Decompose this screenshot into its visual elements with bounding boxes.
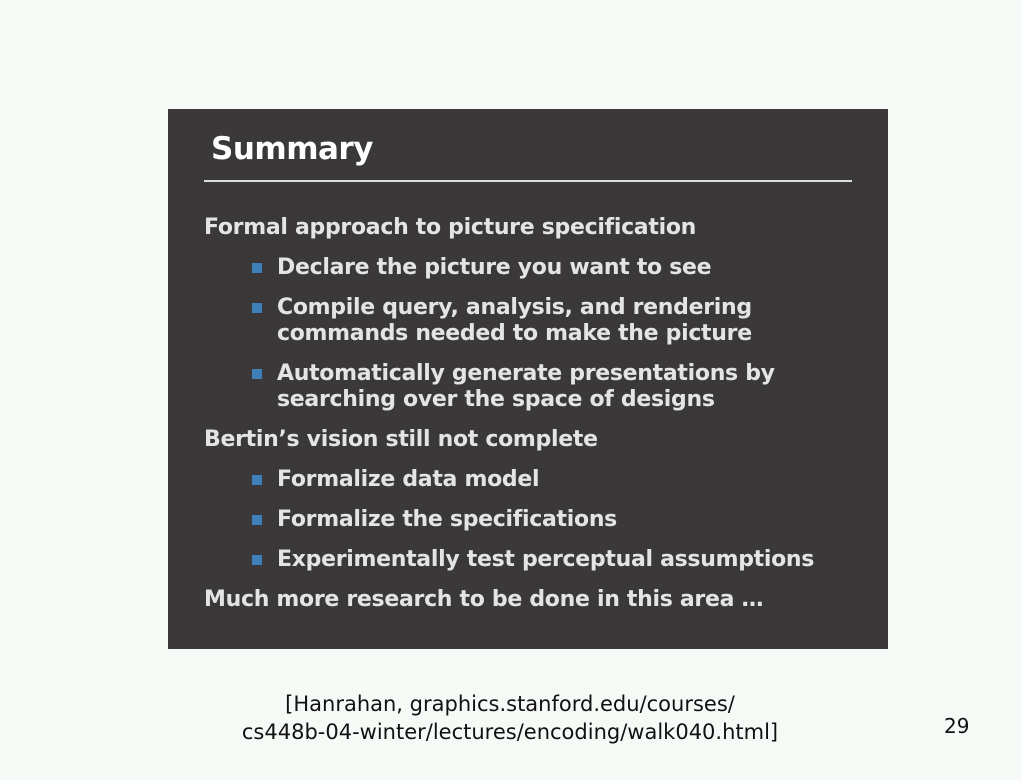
bullet-text: Automatically generate presentations by <box>277 361 775 386</box>
slide-content <box>204 215 864 627</box>
slide <box>168 109 888 649</box>
bullet-text: Formalize the specifications <box>277 507 617 532</box>
square-bullet-icon <box>252 555 262 565</box>
citation-caption <box>200 690 820 746</box>
section-heading: Formal approach to picture specification <box>204 215 696 240</box>
section-heading: Much more research to be done in this area … <box>204 587 764 612</box>
bullet-text: Declare the picture you want to see <box>277 255 712 280</box>
bullet-item <box>204 255 864 281</box>
bullet-text: Compile query, analysis, and rendering <box>277 295 752 320</box>
bullet-list <box>204 255 864 413</box>
bullet-list <box>204 467 864 573</box>
bullet-item <box>204 295 864 347</box>
square-bullet-icon <box>252 263 262 273</box>
page-number: 29 <box>944 714 970 738</box>
citation-line: [Hanrahan, graphics.stanford.edu/courses/ <box>285 692 735 716</box>
bullet-text-continued: commands needed to make the picture <box>277 321 752 346</box>
bullet-item <box>204 361 864 413</box>
bullet-item <box>204 547 864 573</box>
title-divider <box>204 180 852 182</box>
slide-title: Summary <box>211 131 373 167</box>
square-bullet-icon <box>252 369 262 379</box>
bullet-item <box>204 507 864 533</box>
bullet-text: Experimentally test perceptual assumptions <box>277 547 815 572</box>
bullet-item <box>204 467 864 493</box>
square-bullet-icon <box>252 475 262 485</box>
square-bullet-icon <box>252 303 262 313</box>
bullet-text-continued: searching over the space of designs <box>277 387 715 412</box>
bullet-text: Formalize data model <box>277 467 540 492</box>
square-bullet-icon <box>252 515 262 525</box>
section-heading: Bertin’s vision still not complete <box>204 427 598 452</box>
citation-line: cs448b-04-winter/lectures/encoding/walk040.html] <box>241 720 779 744</box>
